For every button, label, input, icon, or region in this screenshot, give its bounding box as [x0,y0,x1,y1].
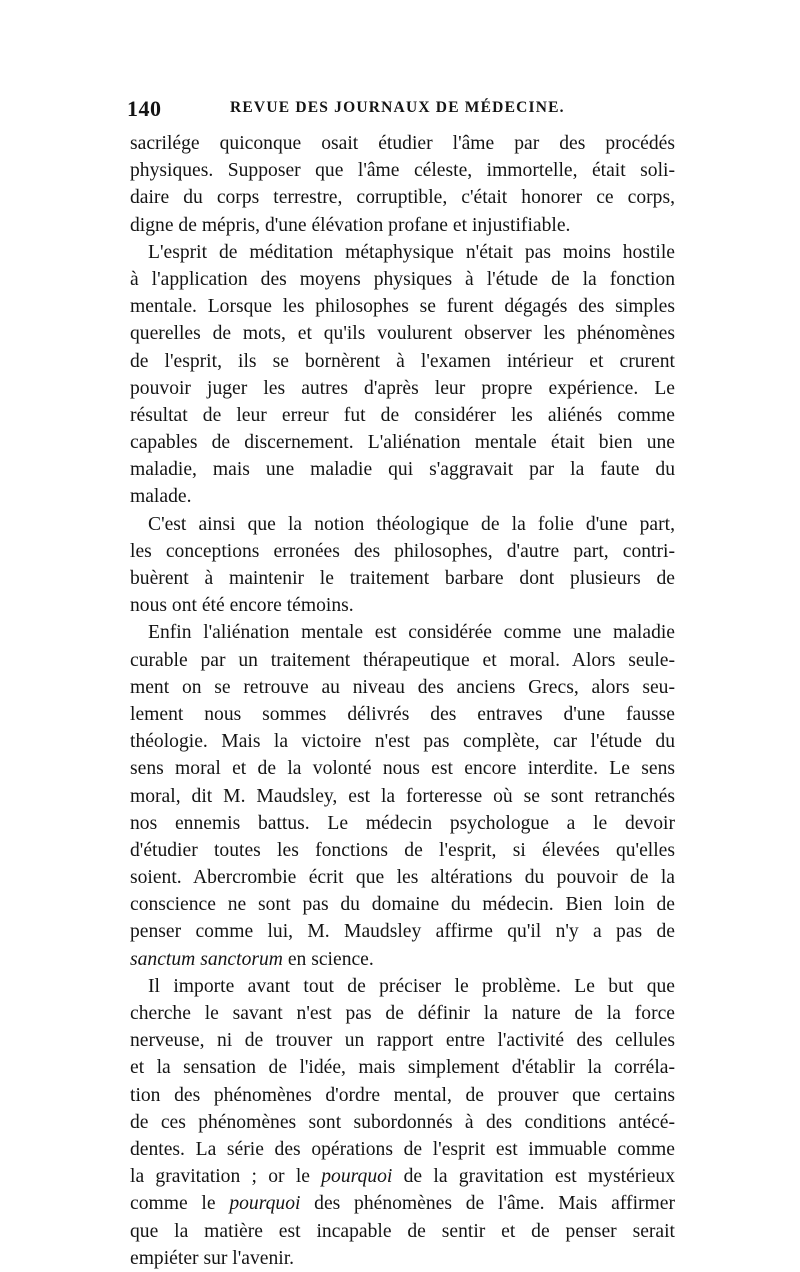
text-line: et la sensation de l'idée, mais simplement d'établir la corréla- [130,1057,675,1079]
text-line: daire du corps terrestre, corruptible, c'était honorer ce corps, [130,187,675,209]
text-line: lement nous sommes délivrés des entraves d'une fausse [130,703,675,725]
text-line: mentale. Lorsque les philosophes se furent dégagés des simples [130,296,675,318]
running-head [127,96,675,121]
text-line: la gravitation ; or le pourquoi de la gravitation est mystérieux [130,1166,675,1188]
text-line: sens moral et de la volonté nous est encore interdite. Le sens [130,758,675,780]
text-line: résultat de leur erreur fut de considérer les aliénés comme [130,404,675,426]
text-line: que la matière est incapable de sentir et de penser serait [130,1220,675,1242]
page-number: 140 [127,96,162,121]
text-line: ment on se retrouve au niveau des anciens Grecs, alors seu- [130,676,675,698]
text-line: penser comme lui, M. Maudsley affirme qu'il n'y a pas de [130,921,675,943]
text-line: pouvoir juger les autres d'après leur propre expérience. Le [130,377,675,399]
text-line: les conceptions erronées des philosophes, d'autre part, contri- [130,540,675,562]
text-line: nous ont été encore témoins. [130,595,354,617]
text-line: de ces phénomènes sont subordonnés à des conditions antécé- [130,1111,675,1133]
text-line: Enfin l'aliénation mentale est considérée comme une maladie [148,622,675,644]
text-line: capables de discernement. L'aliénation mentale était bien une [130,432,675,454]
text-line: comme le pourquoi des phénomènes de l'âme. Mais affirmer [130,1193,675,1215]
text-line: curable par un traitement thérapeutique et moral. Alors seule- [130,649,675,671]
text-line: Il importe avant tout de préciser le problème. Le but que [148,975,675,997]
text-line: sacrilége quiconque osait étudier l'âme par des procédés [130,133,675,154]
text-line: soient. Abercrombie écrit que les altérations du pouvoir de la [130,867,675,889]
text-line: dentes. La série des opérations de l'esprit est immuable comme [130,1138,675,1160]
text-line: théologie. Mais la victoire n'est pas complète, car l'étude du [130,731,675,753]
text-line: C'est ainsi que la notion théologique de la folie d'une part, [148,513,675,535]
text-line: sanctum sanctorum en science. [130,948,374,970]
text-line: conscience ne sont pas du domaine du médecin. Bien loin de [130,894,675,916]
text-line: moral, dit M. Maudsley, est la forteresse où se sont retranchés [130,785,675,807]
text-line: digne de mépris, d'une élévation profane et injustifiable. [130,214,571,236]
text-line: empiéter sur l'avenir. [130,1247,295,1269]
running-title: REVUE DES JOURNAUX DE MÉDECINE. [230,99,565,116]
text-line: malade. [130,486,192,508]
text-line: L'esprit de méditation métaphysique n'était pas moins hostile [148,241,675,263]
text-line: physiques. Supposer que l'âme céleste, immortelle, était soli- [130,160,675,182]
body-text [130,130,675,1272]
text-line: nos ennemis battus. Le médecin psychologue a le devoir [130,812,675,834]
text-line: à l'application des moyens physiques à l'étude de la fonction [130,268,675,290]
text-line: buèrent à maintenir le traitement barbare dont plusieurs de [130,568,675,589]
text-line: cherche le savant n'est pas de définir la nature de la force [130,1003,675,1024]
text-line: d'étudier toutes les fonctions de l'esprit, si élevées qu'elles [130,839,675,861]
text-line: tion des phénomènes d'ordre mental, de prouver que certains [130,1084,675,1106]
text-line: querelles de mots, et qu'ils voulurent observer les phénomènes [130,323,675,345]
text-line: de l'esprit, ils se bornèrent à l'examen intérieur et crurent [130,350,675,372]
text-line: nerveuse, ni de trouver un rapport entre l'activité des cellules [130,1030,675,1052]
text-line: maladie, mais une maladie qui s'aggravait par la faute du [130,459,675,481]
